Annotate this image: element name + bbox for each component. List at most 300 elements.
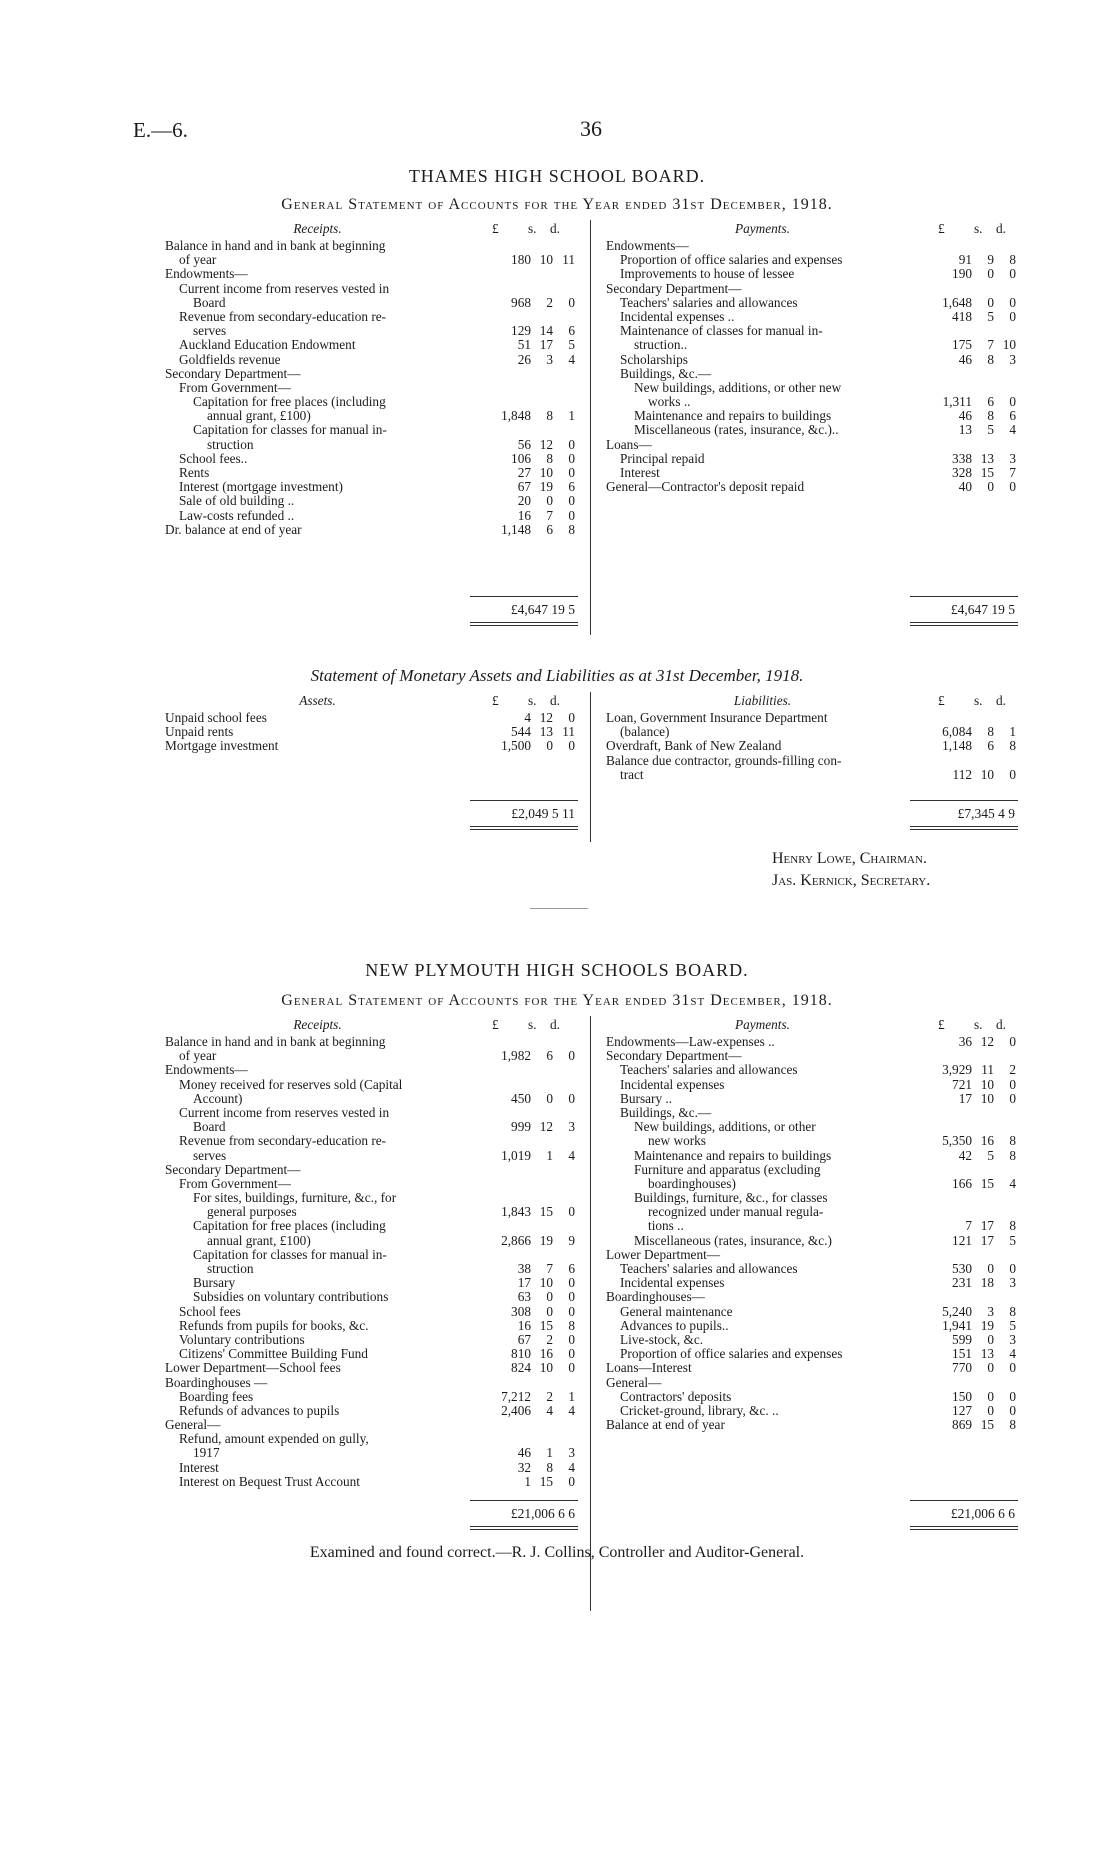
table-row — [165, 1446, 575, 1460]
amount-shillings: 0 — [987, 1331, 994, 1347]
amount-pence: 4 — [1009, 1175, 1016, 1191]
col-shillings: s. — [528, 221, 537, 236]
amount-shillings: 8 — [546, 408, 553, 424]
row-label: Capitation for free places (including — [193, 1219, 386, 1234]
col-pounds: £ — [492, 1017, 499, 1032]
table-row — [606, 1262, 1016, 1276]
row-label: New buildings, additions, or other — [634, 1120, 816, 1135]
amount-shillings: 5 — [987, 422, 994, 438]
row-label: Maintenance of classes for manual in- — [620, 324, 823, 339]
amount-pounds: 46 — [517, 1445, 531, 1461]
amount-pounds: 544 — [511, 724, 531, 740]
row-label: Cricket-ground, library, &c. .. — [620, 1403, 779, 1418]
double-rule — [910, 826, 1018, 830]
row-label: Current income from reserves vested in — [179, 1105, 390, 1120]
row-label: of year — [179, 1049, 217, 1064]
amount-pence: 7 — [1009, 465, 1016, 480]
amount-pounds: 1,148 — [501, 521, 531, 537]
table-row — [165, 1404, 575, 1418]
row-label: Account) — [193, 1091, 243, 1106]
row-label: Buildings, &c.— — [620, 366, 712, 381]
row-label: Loan, Government Insurance Department — [606, 711, 828, 725]
col-shillings: s. — [974, 693, 983, 708]
row-label: of year — [179, 253, 217, 268]
amount-shillings: 1 — [546, 1147, 553, 1163]
row-label: New buildings, additions, or other new — [634, 380, 842, 395]
table-row — [606, 1248, 1016, 1262]
row-label: General— — [165, 1418, 221, 1433]
amount-pounds: 1,500 — [501, 738, 531, 754]
amount-pounds: 166 — [952, 1175, 972, 1191]
rule — [470, 596, 578, 597]
table-row — [165, 267, 575, 281]
amount-shillings: 10 — [980, 1090, 994, 1106]
statement-title: Statement of Monetary Assets and Liabilities as at 31st December, 1918. — [310, 666, 804, 685]
row-label: Maintenance and repairs to buildings — [634, 409, 832, 424]
amount-pounds: 231 — [952, 1275, 972, 1291]
row-label: Boardinghouses— — [606, 1290, 705, 1305]
row-label: Incidental expenses .. — [620, 309, 735, 324]
table-row — [165, 523, 575, 537]
amount-pounds: 17 — [517, 1275, 531, 1291]
col-pounds: £ — [492, 221, 499, 236]
amount-shillings: 16 — [980, 1133, 994, 1149]
amount-pence: 6 — [1009, 408, 1016, 424]
amount-pounds: 2,866 — [501, 1232, 531, 1248]
row-label: Contractors' deposits — [620, 1389, 732, 1404]
row-label: general purposes — [207, 1205, 297, 1220]
amount-pounds: 67 — [517, 1331, 531, 1347]
row-label: Incidental expenses — [620, 1077, 725, 1092]
table-row — [165, 1234, 575, 1248]
row-label: General— — [606, 1375, 662, 1390]
amount-pounds: 46 — [958, 351, 972, 367]
amount-pence: 0 — [1009, 1076, 1016, 1092]
amount-pounds: 91 — [958, 252, 972, 268]
table-row — [606, 381, 1016, 395]
table-row — [606, 1404, 1016, 1418]
double-rule — [910, 1526, 1018, 1530]
table-row — [165, 1305, 575, 1319]
amount-pounds: 36 — [958, 1034, 972, 1049]
amount-shillings: 0 — [987, 1261, 994, 1276]
table-row — [165, 438, 575, 452]
amount-pence: 0 — [1009, 1090, 1016, 1106]
row-label: General—Contractor's deposit repaid — [606, 480, 805, 495]
amount-pence: 0 — [1009, 1360, 1016, 1376]
amount-pounds: 1,019 — [501, 1147, 531, 1163]
section-separator — [530, 908, 588, 909]
amount-pence: 9 — [568, 1232, 575, 1248]
amount-pence: 0 — [568, 436, 575, 452]
amount-pounds: 27 — [517, 465, 531, 480]
liabilities-total: £7,345 4 9 — [957, 806, 1015, 821]
col-pence: d. — [996, 221, 1006, 236]
row-label: Furniture and apparatus (excluding — [634, 1162, 821, 1177]
col-pounds: £ — [492, 693, 499, 708]
row-label: recognized under manual regula- — [648, 1205, 824, 1220]
amount-pence: 8 — [1009, 252, 1016, 268]
table-row — [606, 1120, 1016, 1134]
amount-pence: 4 — [568, 351, 575, 367]
row-label: Dr. balance at end of year — [165, 522, 302, 537]
table-row — [165, 1078, 575, 1092]
amount-pounds: 721 — [952, 1076, 972, 1092]
row-label: Boarding fees — [179, 1389, 254, 1404]
amount-pounds: 599 — [952, 1331, 972, 1347]
table-row — [606, 725, 1016, 739]
table-row — [606, 1290, 1016, 1304]
amount-shillings: 8 — [987, 351, 994, 367]
amount-pounds: 38 — [517, 1261, 531, 1276]
table-row — [606, 754, 1016, 768]
amount-shillings: 0 — [987, 1360, 994, 1376]
col-pounds: £ — [938, 1017, 945, 1032]
amount-shillings: 15 — [539, 1473, 553, 1489]
amount-pence: 0 — [1009, 1402, 1016, 1418]
amount-pence: 11 — [562, 252, 575, 268]
amount-pence: 0 — [568, 294, 575, 310]
amount-pounds: 32 — [517, 1459, 531, 1475]
rule — [470, 1500, 578, 1501]
row-label: General maintenance — [620, 1304, 733, 1319]
table-row — [165, 324, 575, 338]
amount-pounds: 5,240 — [942, 1303, 972, 1319]
amount-pounds: 16 — [517, 507, 531, 523]
amount-pence: 0 — [1009, 479, 1016, 495]
amount-pounds: 308 — [511, 1303, 531, 1319]
liabilities-table — [606, 711, 1016, 782]
table-row — [165, 1290, 575, 1304]
amount-shillings: 1 — [546, 1445, 553, 1461]
amount-pence: 8 — [1009, 1147, 1016, 1163]
table-row — [606, 239, 1016, 253]
row-label: School fees.. — [179, 451, 248, 466]
col-shillings: s. — [974, 1017, 983, 1032]
amount-pounds: 46 — [958, 408, 972, 424]
table-row — [165, 1063, 575, 1077]
row-label: Endowments— — [165, 1063, 248, 1078]
amount-pence: 0 — [568, 493, 575, 509]
table-row — [165, 423, 575, 437]
row-label: works .. — [648, 395, 691, 410]
row-label: For sites, buildings, furniture, &c., for — [193, 1191, 397, 1206]
table-row — [606, 1219, 1016, 1233]
amount-shillings: 6 — [987, 394, 994, 410]
amount-pence: 5 — [568, 337, 575, 353]
table-row — [165, 494, 575, 508]
thames-payments-head: Payments. — [734, 221, 791, 236]
table-row — [606, 1163, 1016, 1177]
thames-receipts-head: Receipts. — [293, 221, 342, 236]
table-row — [606, 768, 1016, 782]
amount-pence: 0 — [568, 1346, 575, 1362]
amount-pounds: 13 — [958, 422, 972, 438]
amount-pounds: 106 — [511, 450, 531, 466]
amount-pounds: 418 — [952, 308, 972, 324]
amount-shillings: 13 — [980, 450, 994, 466]
rule — [470, 800, 578, 801]
amount-pounds: 56 — [517, 436, 531, 452]
amount-pounds: 1,982 — [501, 1048, 531, 1064]
amount-pence: 4 — [1009, 1346, 1016, 1362]
np-receipts-table — [165, 1035, 575, 1489]
amount-pence: 3 — [1009, 1275, 1016, 1291]
row-label: Voluntary contributions — [179, 1332, 305, 1347]
row-label: Buildings, &c.— — [620, 1105, 712, 1120]
table-row — [165, 1035, 575, 1049]
np-payments-table — [606, 1035, 1016, 1432]
table-row — [165, 711, 575, 725]
table-row — [165, 1262, 575, 1276]
amount-pence: 0 — [568, 1048, 575, 1064]
table-row — [165, 1319, 575, 1333]
amount-shillings: 10 — [539, 252, 553, 268]
amount-shillings: 5 — [987, 1147, 994, 1163]
table-row — [165, 353, 575, 367]
amount-shillings: 10 — [980, 766, 994, 782]
rule — [910, 596, 1018, 597]
table-row — [165, 466, 575, 480]
amount-pounds: 328 — [952, 465, 972, 480]
amount-pence: 0 — [568, 1473, 575, 1489]
amount-pence: 1 — [1009, 724, 1016, 740]
double-rule — [470, 622, 578, 626]
row-label: Goldfields revenue — [179, 352, 281, 367]
table-row — [165, 1191, 575, 1205]
auditor-note: Examined and found correct.—R. J. Collins, Controller and Auditor-General. — [309, 1544, 805, 1561]
table-row — [165, 1205, 575, 1219]
amount-shillings: 18 — [980, 1275, 994, 1291]
row-label: Balance at end of year — [606, 1418, 725, 1433]
table-row — [165, 1092, 575, 1106]
amount-pounds: 67 — [517, 479, 531, 495]
row-label: Miscellaneous (rates, insurance, &c.) — [634, 1233, 832, 1248]
assets-total: £2,049 5 11 — [511, 806, 575, 821]
amount-shillings: 2 — [546, 294, 553, 310]
amount-pence: 0 — [1009, 1261, 1016, 1276]
row-label: Bursary — [193, 1276, 236, 1291]
amount-shillings: 8 — [987, 724, 994, 740]
amount-shillings: 11 — [981, 1062, 994, 1078]
col-pounds: £ — [938, 221, 945, 236]
amount-shillings: 15 — [980, 465, 994, 480]
table-row — [165, 1361, 575, 1375]
rule — [910, 800, 1018, 801]
amount-pence: 0 — [568, 1204, 575, 1220]
table-row — [165, 480, 575, 494]
table-row — [165, 282, 575, 296]
table-row — [606, 338, 1016, 352]
amount-shillings: 0 — [987, 1402, 994, 1418]
amount-shillings: 15 — [539, 1204, 553, 1220]
amount-pounds: 1 — [524, 1473, 531, 1489]
amount-pounds: 999 — [511, 1119, 531, 1135]
table-row — [606, 367, 1016, 381]
row-label: Lower Department—School fees — [165, 1361, 341, 1376]
row-label: serves — [193, 324, 227, 339]
row-label: Capitation for classes for manual in- — [193, 423, 387, 438]
table-row — [606, 1049, 1016, 1063]
row-label: Interest — [179, 1460, 219, 1475]
amount-pence: 8 — [1009, 1133, 1016, 1149]
col-shillings: s. — [528, 1017, 537, 1032]
amount-pounds: 869 — [952, 1417, 972, 1433]
row-label: Boardinghouses — — [165, 1375, 268, 1390]
table-row — [165, 1163, 575, 1177]
amount-pounds: 26 — [517, 351, 531, 367]
amount-shillings: 0 — [546, 493, 553, 509]
amount-pence: 4 — [568, 1402, 575, 1418]
table-row — [606, 480, 1016, 494]
row-label: Board — [193, 295, 226, 310]
amount-pounds: 338 — [952, 450, 972, 466]
amount-pounds: 20 — [517, 493, 531, 509]
table-row — [606, 1333, 1016, 1347]
amount-shillings: 4 — [546, 1402, 553, 1418]
statement-divider — [590, 692, 591, 842]
row-label: Teachers' salaries and allowances — [620, 1063, 798, 1078]
row-label: Live-stock, &c. — [620, 1332, 704, 1347]
amount-shillings: 6 — [546, 521, 553, 537]
col-pounds: £ — [938, 693, 945, 708]
amount-pence: 0 — [1009, 294, 1016, 310]
amount-shillings: 9 — [987, 252, 994, 268]
amount-pence: 3 — [1009, 1331, 1016, 1347]
np-receipts-head: Receipts. — [293, 1017, 342, 1032]
amount-shillings: 2 — [546, 1331, 553, 1347]
table-row — [606, 1376, 1016, 1390]
col-shillings: s. — [974, 221, 983, 236]
amount-shillings: 7 — [546, 1261, 553, 1276]
amount-pence: 4 — [568, 1147, 575, 1163]
table-row — [165, 409, 575, 423]
amount-pounds: 5,350 — [942, 1133, 972, 1149]
amount-pounds: 1,941 — [942, 1317, 972, 1333]
amount-shillings: 15 — [539, 1317, 553, 1333]
amount-shillings: 12 — [539, 1119, 553, 1135]
amount-pence: 4 — [568, 1459, 575, 1475]
row-label: Citizens' Committee Building Fund — [179, 1347, 368, 1362]
amount-pence: 6 — [568, 479, 575, 495]
amount-pence: 8 — [1009, 1218, 1016, 1234]
row-label: Refunds from pupils for books, &c. — [179, 1318, 369, 1333]
amount-pounds: 16 — [517, 1317, 531, 1333]
amount-shillings: 12 — [980, 1034, 994, 1049]
col-pence: d. — [996, 1017, 1006, 1032]
thames-divider — [590, 220, 591, 635]
amount-pounds: 450 — [511, 1090, 531, 1106]
amount-pence: 5 — [1009, 1232, 1016, 1248]
table-row — [606, 452, 1016, 466]
amount-shillings: 15 — [980, 1417, 994, 1433]
newplymouth-title: NEW PLYMOUTH HIGH SCHOOLS BOARD. — [365, 960, 749, 980]
table-row — [606, 1234, 1016, 1248]
amount-pence: 0 — [568, 710, 575, 725]
row-label: Advances to pupils.. — [620, 1318, 729, 1333]
amount-pence: 2 — [1009, 1062, 1016, 1078]
amount-pounds: 150 — [952, 1388, 972, 1404]
amount-shillings: 13 — [539, 724, 553, 740]
amount-pence: 3 — [1009, 450, 1016, 466]
amount-pounds: 42 — [958, 1147, 972, 1163]
amount-pence: 0 — [568, 507, 575, 523]
table-row — [606, 1276, 1016, 1290]
thames-receipts-table — [165, 239, 575, 537]
table-row — [165, 509, 575, 523]
row-label: struction — [207, 1262, 254, 1276]
amount-pounds: 7 — [965, 1218, 972, 1234]
table-row — [606, 1063, 1016, 1077]
table-row — [606, 711, 1016, 725]
table-row — [165, 1248, 575, 1262]
row-label: Capitation for classes for manual in- — [193, 1247, 387, 1262]
table-row — [165, 1049, 575, 1063]
amount-pounds: 129 — [511, 323, 531, 339]
table-row — [165, 1347, 575, 1361]
table-row — [165, 1106, 575, 1120]
row-label: 1917 — [193, 1446, 220, 1461]
thames-payments-table — [606, 239, 1016, 494]
amount-shillings: 19 — [539, 1232, 553, 1248]
amount-pounds: 530 — [952, 1261, 972, 1276]
row-label: Bursary .. — [620, 1091, 673, 1106]
newplymouth-subtitle: General Statement of Accounts for the Year ended 31st December, 1918. — [281, 992, 833, 1009]
amount-pounds: 3,929 — [942, 1062, 972, 1078]
table-row — [165, 310, 575, 324]
table-row — [165, 1149, 575, 1163]
amount-pounds: 51 — [517, 337, 531, 353]
row-label: Mortgage investment — [165, 739, 279, 754]
double-rule — [910, 622, 1018, 626]
amount-pence: 4 — [1009, 422, 1016, 438]
amount-pounds: 121 — [952, 1232, 972, 1248]
row-label: Overdraft, Bank of New Zealand — [606, 739, 782, 754]
table-row — [606, 438, 1016, 452]
amount-pounds: 175 — [952, 337, 972, 353]
amount-pounds: 1,848 — [501, 408, 531, 424]
double-rule — [470, 826, 578, 830]
amount-pounds: 127 — [952, 1402, 972, 1418]
row-label: struction — [207, 437, 254, 452]
chairman-signature: Henry Lowe, Chairman. — [772, 850, 927, 867]
amount-pence: 3 — [568, 1445, 575, 1461]
amount-shillings: 8 — [546, 450, 553, 466]
table-row — [606, 1390, 1016, 1404]
amount-shillings: 10 — [539, 1360, 553, 1376]
amount-pounds: 770 — [952, 1360, 972, 1376]
row-label: Teachers' salaries and allowances — [620, 295, 798, 310]
amount-pence: 0 — [568, 1360, 575, 1376]
row-label: Principal repaid — [620, 451, 705, 466]
amount-pounds: 180 — [511, 252, 531, 268]
amount-shillings: 5 — [987, 308, 994, 324]
amount-pounds: 40 — [958, 479, 972, 495]
amount-shillings: 19 — [539, 479, 553, 495]
amount-pence: 0 — [568, 1289, 575, 1305]
amount-shillings: 14 — [539, 323, 553, 339]
row-label: Secondary Department— — [606, 281, 742, 296]
row-label: tions .. — [648, 1219, 684, 1234]
table-row — [165, 1418, 575, 1432]
row-label: Unpaid school fees — [165, 711, 267, 725]
amount-shillings: 12 — [539, 710, 553, 725]
row-label: Interest on Bequest Trust Account — [179, 1474, 360, 1489]
row-label: Endowments— — [165, 267, 248, 282]
amount-pounds: 1,148 — [942, 738, 972, 754]
table-row — [165, 1376, 575, 1390]
amount-pounds: 17 — [958, 1090, 972, 1106]
